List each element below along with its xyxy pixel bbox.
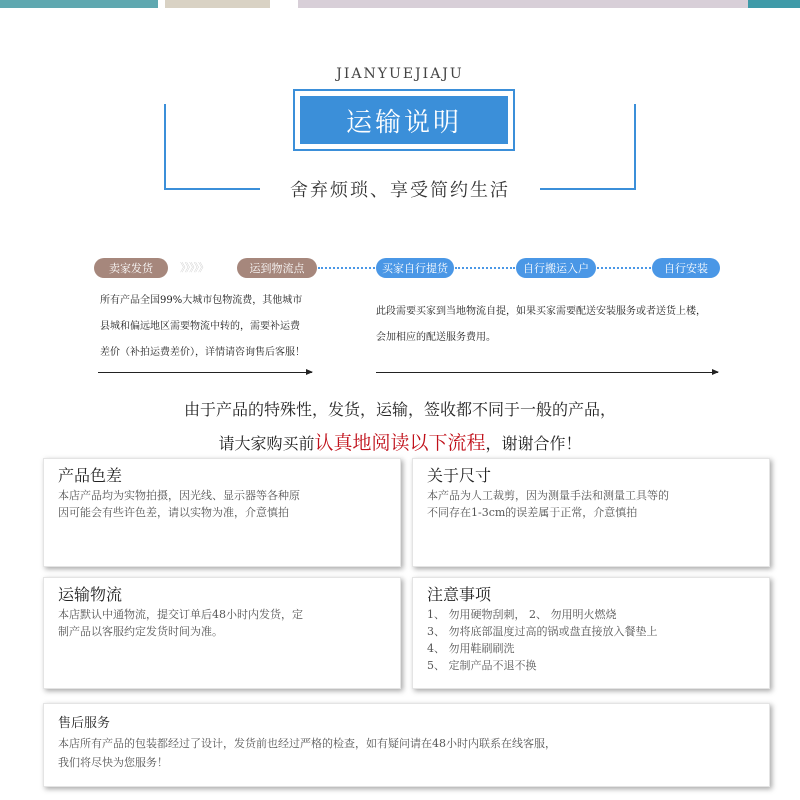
step-seller-ship: 卖家发货 — [94, 258, 168, 278]
card-title: 售后服务 — [58, 716, 111, 731]
flow-left-text: 所有产品全国99%大城市包物流费，其他城市 县城和偏远地区需要物流中转的，需要补运费 差价（补拍运费差价），详情请咨询售后客服！ — [100, 295, 305, 358]
card-body: 本店默认中通物流，提交订单后48小时内发货，定 制产品以客服约定发货时间为准。 — [58, 608, 303, 638]
previous-image-strip — [0, 0, 800, 8]
chevron-arrows-icon: 》》》》》 — [180, 261, 208, 274]
card-body: 本店产品均为实物拍摄，因光线、显示器等各种原 因可能会有些许色差，请以实物为准，介意慎拍 — [58, 489, 300, 519]
dotted-connector — [455, 267, 515, 269]
card-after-sales — [43, 703, 770, 787]
card-title: 注意事项 — [427, 585, 492, 604]
step-self-pickup: 买家自行提货 — [376, 258, 454, 278]
dotted-connector — [318, 267, 375, 269]
flow-right-text: 此段需要买家到当地物流自提，如果买家需要配送安装服务或者送货上楼， 会加相应的配送服务费用。 — [376, 306, 706, 343]
strip-segment — [0, 0, 158, 8]
page-title: 运输说明 — [300, 96, 508, 144]
arrow-right — [376, 372, 718, 373]
card-body: 本产品为人工裁剪，因为测量手法和测量工具等的 不同存在1-3cm的误差属于正常，介意慎拍 — [427, 489, 669, 519]
card-body: 本店所有产品的包装都经过了设计，发货前也经过严格的检查，如有疑问请在48小时内联系在线客服， 我们将尽快为您服务！ — [58, 737, 556, 769]
strip-segment — [298, 0, 748, 8]
arrow-left — [98, 372, 312, 373]
brand-name: JIANYUEJIAJU — [336, 66, 464, 82]
card-title: 运输物流 — [58, 585, 123, 604]
card-color-difference — [43, 458, 401, 567]
card-attention — [412, 577, 770, 689]
card-logistics — [43, 577, 401, 689]
dotted-connector — [597, 267, 651, 269]
strip-segment — [748, 0, 800, 8]
notice-highlight: 认真地阅读以下流程 — [314, 432, 486, 454]
card-body: 1、 勿用硬物刮刺， 2、 勿用明火燃烧 3、 勿将底部温度过高的锅或盘直接放入餐垫上 4、 勿用鞋刷刷洗 5、 定制产品不退不换 — [427, 608, 658, 672]
slogan: 舍弃烦琐、享受简约生活 — [290, 180, 510, 201]
step-self-install: 自行安装 — [652, 258, 720, 278]
strip-segment — [165, 0, 270, 8]
card-size — [412, 458, 770, 567]
card-title: 产品色差 — [58, 466, 123, 485]
notice-line-1: 由于产品的特殊性，发货，运输，签收都不同于一般的产品， — [183, 400, 616, 419]
title-box — [293, 89, 515, 151]
card-title: 关于尺寸 — [427, 466, 492, 485]
step-logistics-point: 运到物流点 — [237, 258, 317, 278]
step-self-carry: 自行搬运入户 — [516, 258, 596, 278]
notice-line-2: 请大家购买前认真地阅读以下流程，谢谢合作！ — [218, 432, 582, 454]
